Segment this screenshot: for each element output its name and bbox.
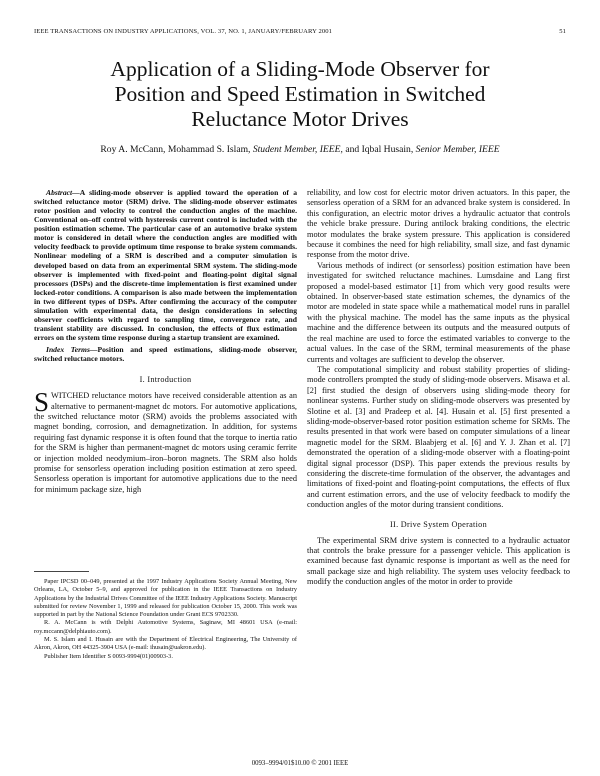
right-column — [307, 188, 570, 588]
abstract-label: Abstract— — [46, 188, 80, 197]
footnote-rule — [34, 571, 89, 572]
right-paragraph-2: Various methods of indirect (or sensorless) position estimation have been investigated for switched reluctance machines. Lumsdaine and Lang first proposed a model-based estimator [1] from which very good results were obtained. In observer-based state estimation schemes, the dynamics of the motor are modeled in state space while a mathematical model runs in parallel with the physical machine. The model has the same inputs as the physical machine and the difference between its outputs and the measured outputs of the real machine are used to force the estimated variables to converge to the actual values. In the case of the SRM, terminal measurements of the phase currents and voltages are sufficient to develop the observer. — [307, 260, 570, 364]
page-number: 51 — [559, 28, 566, 35]
left-column — [34, 188, 297, 495]
title-line-1: Application of a Sliding-Mode Observer for — [110, 57, 490, 81]
footnotes — [34, 578, 297, 661]
running-header — [34, 28, 566, 40]
author-role-2: Senior Member, IEEE — [415, 144, 500, 155]
index-terms — [34, 345, 297, 363]
footnote-3: M. S. Islam and I. Husain are with the Department of Electrical Engineering, The University of Akron, Akron, OH 44325-3904 USA (e-mail: ihusain@uakron.edu). — [34, 636, 297, 652]
abstract — [34, 188, 297, 342]
right-paragraph-1: reliability, and low cost for electric motor driven actuators. In this paper, the sensorless operation of a SRM for an advanced brake system is considered. In this configuration, an electric motor drives a hydraulic actuator that controls the vehicle brake pressure. During antilock braking conditions, the electric motor modulates the brake system pressure. This application is considered because it combines the need for high reliability, small size, and fast dynamic response from the motor drive. — [307, 188, 570, 260]
right-paragraph-4: The experimental SRM drive system is connected to a hydraulic actuator that controls the brake pressure for a passenger vehicle. This application is examined because fast dynamic response is important as well as the need for small package size and high reliability. The system uses velocity feedback to modify the conduction angles of the motor in order to provide — [307, 535, 570, 587]
author-names-1: Roy A. McCann, Mohammad S. Islam, — [100, 144, 251, 155]
author-role-1: Student Member, IEEE, — [252, 144, 343, 155]
footnote-1: Paper IPCSD 00–049, presented at the 1997 Industry Applications Society Annual Meeting, New Orleans, LA, October 5–9, and approved for publication in the IEEE Transactions on Industry Applications by the Industrial Drives Committee of the IEEE Industry Applications Society. Manuscript submitted for review November 1, 1999 and released for publication October 15, 2000. This work was supported in part by the National Science Foundation under Grant ECS 9702330. — [34, 578, 297, 619]
abstract-text: A sliding-mode observer is applied toward the operation of a switched reluctance motor (SRM) drive. The sliding-mode observer estimates rotor position and velocity to control the conduction angles of the machine. Conventional on–off control with hysteresis current control is included with the position estimation scheme. The particular case of an automotive brake system motor is considered in detail where the conduction angles are modified with velocity feedback to provide optimum time response to brake system commands. Nonlinear modeling of a SRM is described and a computer simulation is developed based on data from an experimental SRM system. The sliding-mode observer is implemented with fixed-point and floating-point digital signal processors (DSPs) and the discrete-time implementation is first examined under locked-rotor conditions. A comparison is also made between the implementation in two different types of DSPs. After confirming the accuracy of the computer simulation with experimental data, the design considerations in selecting observer coefficients with regard to sampling time, convergence rate, and transient stability are discussed. In conclusion, the effects of flux estimation errors on the system time response during a startup transient are examined. — [34, 188, 297, 342]
section-heading-intro: I. Introduction — [139, 375, 192, 385]
paper-title — [40, 57, 560, 132]
section-heading-drive: II. Drive System Operation — [390, 519, 487, 529]
title-line-3: Reluctance Motor Drives — [191, 107, 409, 131]
right-paragraph-3: The computational simplicity and robust stability properties of sliding-mode controllers prompted the study of sliding-mode observers. Misawa et al. [2] first studied the design of observers using sliding-mode theory for nonlinear systems. Further study on sliding-mode observers was presented by Slotine et al. [3] and Pradeep et al. [4]. Husain et al. [5] first presented a sliding-mode-observer-based rotor position estimation scheme for SRMs. The results presented in that work were based on computer simulations of a linear magnetic model for the SRM. Blaabjerg et al. [6] and Y. J. Zhan et al. [7] demonstrated the operation of a sliding-mode observer with a floating-point digital signal processor (DSP). This paper extends the previous results by considering the discrete-time formulation of the observer, the advantages and limitations of fixed-point and floating-point computations, the effects of flux and current estimation errors, and the use of velocity feedback to modify the conduction angles of the motor during transient conditions. — [307, 364, 570, 510]
copyright-footer: 0093–9994/01$10.00 © 2001 IEEE — [251, 760, 349, 767]
footnote-4: Publisher Item Identifier S 0093-9994(01)00903-3. — [44, 652, 173, 660]
author-line — [30, 144, 570, 155]
index-terms-label: Index Terms— — [46, 345, 98, 355]
drop-cap: S — [34, 387, 50, 418]
footnote-2: R. A. McCann is with Delphi Automotive Systems, Saginaw, MI 48601 USA (e-mail: roy.mccann@delphiauto.com). — [34, 619, 297, 635]
intro-text: WITCHED reluctance motors have received considerable attention as an alternative to permanent-magnet dc motors. For automotive applications, the switched reluctance motor (SRM) avoids the problems associated with magnet bonding, corrosion, and demagnetization. In addition, for systems requiring fast dynamic response it is often found that the torque to inertia ratio for the SRM is higher than permanent-magnet dc motors using ceramic ferrite or injection molded neodymium–iron–boron magnets. The SRM also holds promise for sensorless operation including position estimation at zero speed. Sensorless operation is important for automotive applications due to the need for minimum package size, high — [34, 391, 297, 494]
author-names-2: and Iqbal Husain, — [345, 144, 414, 155]
journal-line: IEEE TRANSACTIONS ON INDUSTRY APPLICATIONS, VOL. 37, NO. 1, JANUARY/FEBRUARY 2001 — [34, 28, 333, 35]
index-terms-text: Position and speed estimations, sliding-mode observer, switched reluctance motors. — [34, 345, 297, 364]
title-line-2: Position and Speed Estimation in Switched — [114, 82, 486, 106]
intro-paragraph — [34, 387, 297, 495]
